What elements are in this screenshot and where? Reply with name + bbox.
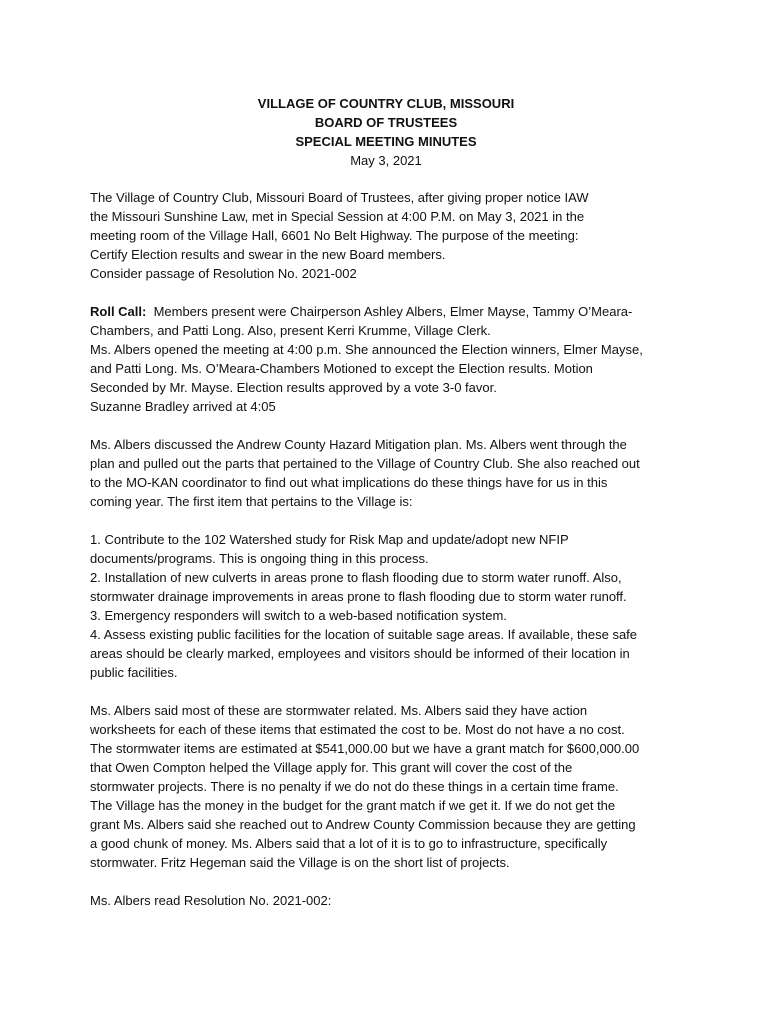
hazard-line: to the MO-KAN coordinator to find out what implications do these things have for us in this [90,475,608,490]
header-date: May 3, 2021 [350,153,422,168]
stormwater-line: Ms. Albers said most of these are stormwater related. Ms. Albers said they have action [90,703,588,718]
header-title: VILLAGE OF COUNTRY CLUB, MISSOURI [257,96,515,111]
hazard-paragraph [90,435,682,511]
roll-call-members: Members present were Chairperson Ashley Albers, Elmer Mayse, Tammy O’Meara- [146,304,633,319]
intro-line: the Missouri Sunshine Law, met in Special Session at 4:00 P.M. on May 3, 2021 in the [90,209,585,224]
roll-call-line: Chambers, and Patti Long. Also, present Kerri Krumme, Village Clerk. [90,323,491,338]
roll-call-paragraph [90,302,682,416]
document-header [90,94,682,170]
list-item: stormwater drainage improvements in areas prone to flash flooding due to storm water runoff. [90,589,627,604]
stormwater-line: that Owen Compton helped the Village apply for. This grant will cover the cost of the [90,760,573,775]
hazard-line: coming year. The first item that pertains to the Village is: [90,494,413,509]
document-page [90,94,682,929]
stormwater-line: The stormwater items are estimated at $541,000.00 but we have a grant match for $600,000.00 [90,741,640,756]
list-item: 4. Assess existing public facilities for the location of suitable sage areas. If available, these safe [90,627,638,642]
hazard-line: Ms. Albers discussed the Andrew County Hazard Mitigation plan. Ms. Albers went through the [90,437,627,452]
resolution-line: Ms. Albers read Resolution No. 2021-002: [90,893,332,908]
stormwater-line: worksheets for each of these items that estimated the cost to be. Most do not have a no cost. [90,722,625,737]
roll-call-label: Roll Call: [90,304,147,319]
intro-line: Consider passage of Resolution No. 2021-002 [90,266,357,281]
stormwater-paragraph [90,701,682,872]
stormwater-line: stormwater projects. There is no penalty if we do not do these things in a certain time frame. [90,779,619,794]
stormwater-line: stormwater. Fritz Hegeman said the Village is on the short list of projects. [90,855,510,870]
list-item: areas should be clearly marked, employees and visitors should be informed of their location in [90,646,630,661]
list-item: public facilities. [90,665,178,680]
intro-line: Certify Election results and swear in the new Board members. [90,247,446,262]
header-meeting-type: SPECIAL MEETING MINUTES [295,134,477,149]
list-item: 1. Contribute to the 102 Watershed study for Risk Map and update/adopt new NFIP [90,532,569,547]
roll-call-first-line [90,302,682,321]
hazard-line: plan and pulled out the parts that pertained to the Village of Country Club. She also reached out [90,456,640,471]
roll-call-line: and Patti Long. Ms. O’Meara-Chambers Motioned to except the Election results. Motion [90,361,593,376]
items-list [90,530,682,682]
intro-line: The Village of Country Club, Missouri Board of Trustees, after giving proper notice IAW [90,190,589,205]
stormwater-line: a good chunk of money. Ms. Albers said that a lot of it is to go to infrastructure, specifically [90,836,608,851]
roll-call-line: Ms. Albers opened the meeting at 4:00 p.m. She announced the Election winners, Elmer Mayse, [90,342,643,357]
roll-call-line: Suzanne Bradley arrived at 4:05 [90,399,276,414]
list-item: 3. Emergency responders will switch to a web-based notification system. [90,608,507,623]
list-item: documents/programs. This is ongoing thing in this process. [90,551,429,566]
stormwater-line: The Village has the money in the budget for the grant match if we get it. If we do not get the [90,798,616,813]
resolution-paragraph [90,891,682,910]
list-item: 2. Installation of new culverts in areas prone to flash flooding due to storm water runoff. Also, [90,570,622,585]
intro-paragraph [90,188,682,283]
header-board: BOARD OF TRUSTEES [314,115,458,130]
stormwater-line: grant Ms. Albers said she reached out to Andrew County Commission because they are getting [90,817,636,832]
intro-line: meeting room of the Village Hall, 6601 No Belt Highway. The purpose of the meeting: [90,228,579,243]
roll-call-line: Seconded by Mr. Mayse. Election results approved by a vote 3-0 favor. [90,380,497,395]
